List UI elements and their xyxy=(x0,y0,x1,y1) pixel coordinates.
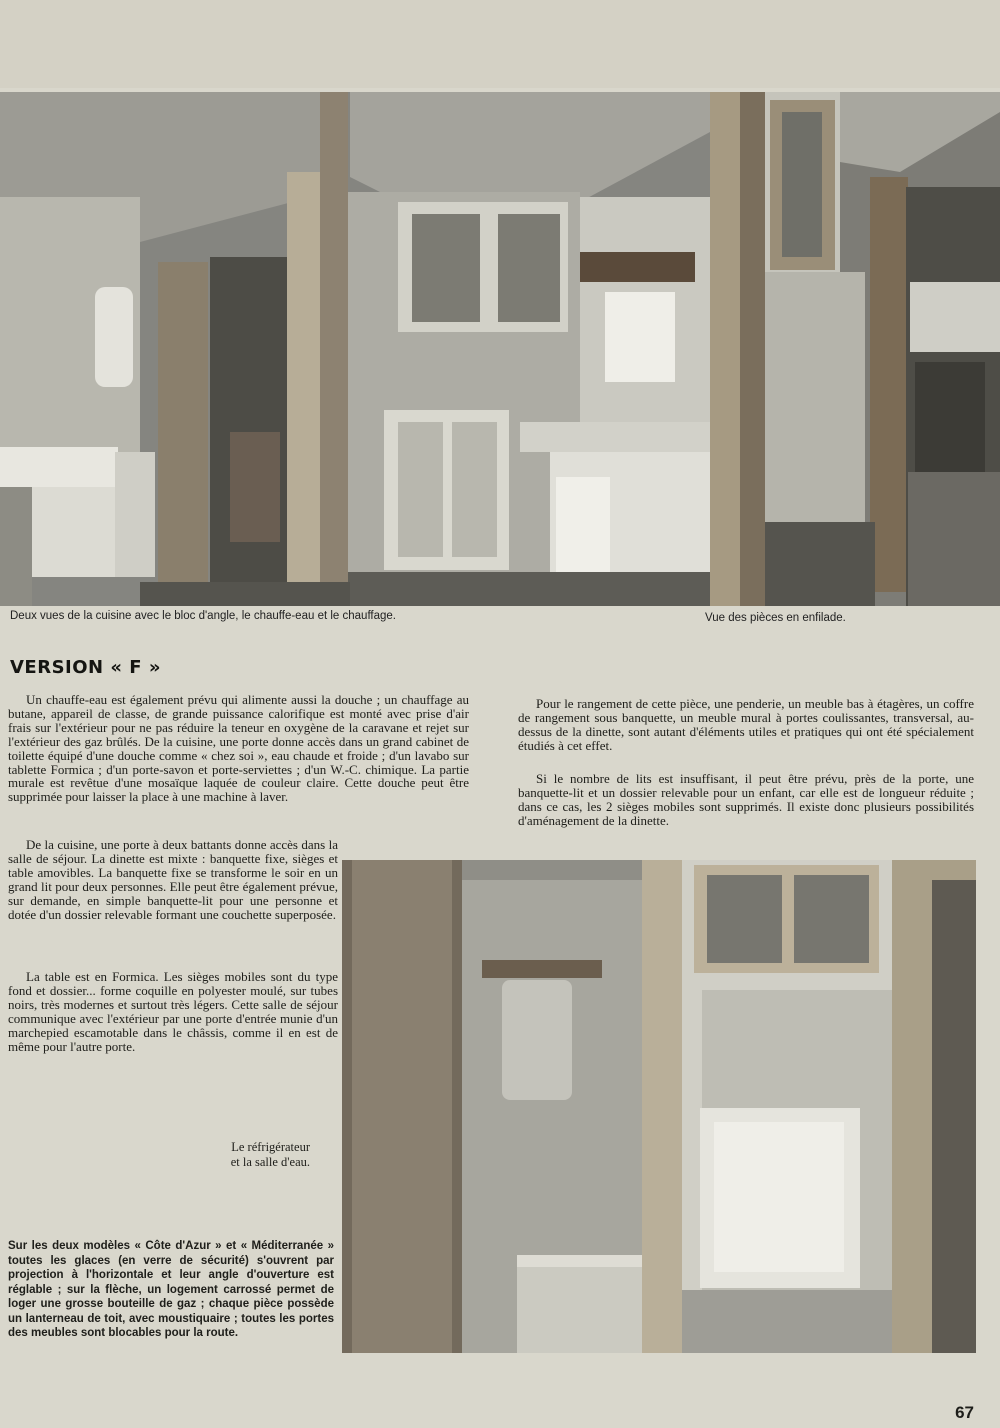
kitchen-photo-drawing xyxy=(0,92,710,606)
kitchen-photo xyxy=(0,92,710,606)
fridge-caption: Le réfrigérateur et la salle d'eau. xyxy=(230,1140,310,1169)
fridge-photo-drawing xyxy=(342,860,976,1353)
kitchen-caption: Deux vues de la cuisine avec le bloc d'angle, le chauffe-eau et le chauffage. xyxy=(10,610,397,622)
section-heading: VERSION « F » xyxy=(10,657,161,678)
left-paragraph-3: La table est en Formica. Les sièges mobiles sont du type fond et dossier... forme coquille en polyester moulé, sur tubes noirs, très modernes et surtout très légers. Cette salle de séjour communique avec l'extérieur par une porte d'entrée munie d'un marchepied escamotable dans le châssis, comme il en est de même pour l'autre porte. xyxy=(8,969,338,1054)
right-paragraph-1: Pour le rangement de cette pièce, une penderie, un meuble bas à étagères, un coffre de rangement sous banquette, un meuble mural à portes coulissantes, transversal, au-dessus de la dinette, sont autant d'éléments utiles et pratiques qui ont été spécialement étudiés à cet effet. xyxy=(518,696,974,753)
right-paragraph-2: Si le nombre de lits est insuffisant, il peut être prévu, près de la porte, une banquette-lit et un dossier relevable pour un enfant, car elle est de longueur réduite ; dans ce cas, les 2 sièges mobiles sont supprimés. Il existe donc plusieurs possibilités d'aménagement de la dinette. xyxy=(518,771,974,828)
models-note: Sur les deux modèles « Côte d'Azur » et « Méditerranée » toutes les glaces (en verre de sécurité) s'ouvrent par projection à l'horizontale et leur angle d'ouverture est réglable ; sur la flèche, un logement carrossé permet de loger une grosse bouteille de gaz ; chaque pièce possède un lanterneau de toit, avec moustiquaire ; toutes les portes des meubles sont blocables pour la route. xyxy=(8,1240,334,1339)
fridge-photo xyxy=(342,860,976,1353)
page-number: 67 xyxy=(955,1403,974,1422)
left-paragraph-1: Un chauffe-eau est également prévu qui alimente aussi la douche ; un chauffage au butane, appareil de classe, de grande puissance calorifique est monté avec prise d'air frais sur l'extérieur pour ne pas réduire la teneur en oxygène de la caravane et rejet sur l'extérieur des gaz brûlés. De la cuisine, une porte donne accès dans un grand cabinet de toilette équipé d'une douche comme « chez soi », eau chaude et froide ; d'un lavabo sur tablette Formica ; d'un porte-savon et porte-serviettes ; d'un W.-C. chimique. La partie murale est revêtue d'une mosaïque laquée de couleur claire. Cette douche peut être supprimée pour laisser la place à une machine à laver. xyxy=(8,692,469,805)
enfilade-photo xyxy=(710,92,1000,606)
enfilade-photo-drawing xyxy=(710,92,1000,606)
enfilade-caption: Vue des pièces en enfilade. xyxy=(705,612,846,624)
left-paragraph-2: De la cuisine, une porte à deux battants donne accès dans la salle de séjour. La dinette est mixte : banquette fixe, sièges et table amovibles. La banquette fixe se transforme le soir en un grand lit pour deux personnes. Elle peut être également prévue, sur demande, en simple banquette-lit pour une personne et dotée d'un dossier relevable formant une couchette superposée. xyxy=(8,837,338,922)
top-band xyxy=(0,0,1000,88)
